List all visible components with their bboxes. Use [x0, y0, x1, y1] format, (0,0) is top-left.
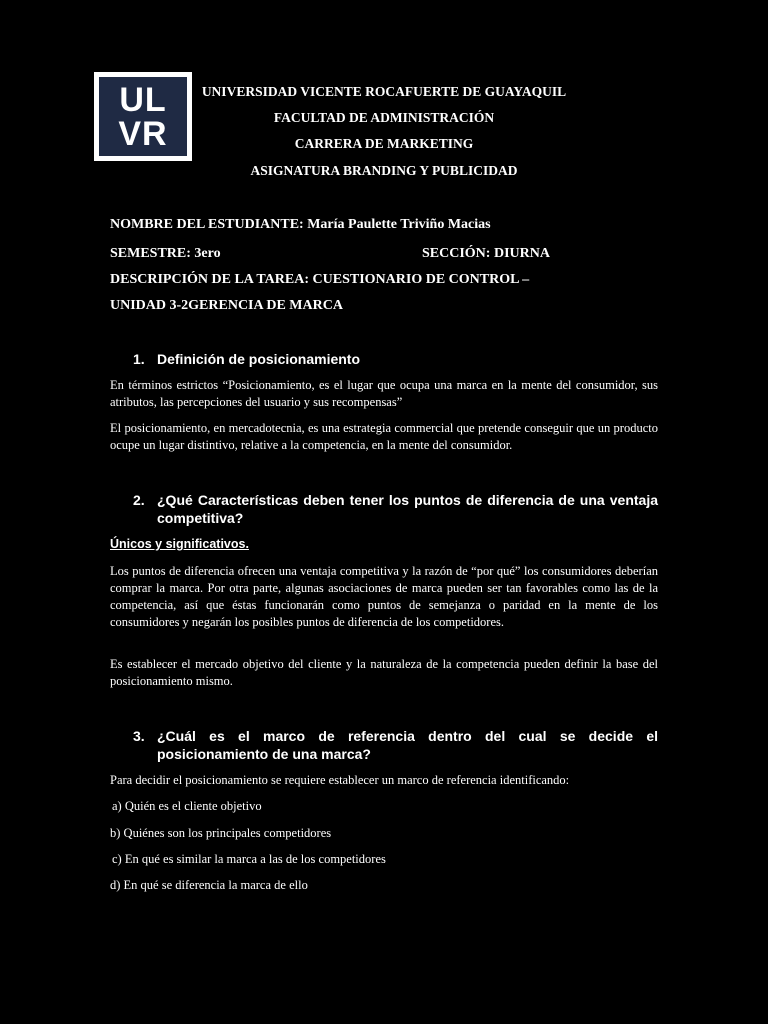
question-3-item-c: c) En qué es similar la marca a las de los competidores — [112, 852, 386, 866]
question-3-number: 3. — [133, 728, 145, 744]
logo-mark — [99, 77, 187, 156]
university-logo — [94, 72, 192, 161]
logo-line-2: VR — [118, 114, 168, 153]
question-2-heading — [133, 491, 658, 527]
section: SECCIÓN: DIURNA — [422, 246, 550, 261]
semester: SEMESTRE: 3ero — [110, 246, 221, 261]
question-2-subtitle: Únicos y significativos. — [110, 537, 249, 551]
logo-line-1: UL — [119, 80, 167, 119]
faculty-name: FACULTAD DE ADMINISTRACIÓN — [273, 110, 495, 125]
task-description: DESCRIPCIÓN DE LA TAREA: CUESTIONARIO DE CONTROL – — [110, 272, 530, 287]
question-1-heading — [133, 350, 658, 368]
question-3-item-b: b) Quiénes son los principales competidores — [110, 826, 332, 840]
question-3-intro: Para decidir el posicionamiento se requiere establecer un marco de referencia identificando: — [110, 773, 570, 787]
question-1-paragraph-2: El posicionamiento, en mercadotecnia, es una estrategia commercial que pretende conseguir que un producto ocupe un lugar distintivo, relative a la competencia, en la mente del consumidor. — [110, 421, 658, 452]
university-name: UNIVERSIDAD VICENTE ROCAFUERTE DE GUAYAQUIL — [201, 84, 567, 99]
question-1-number: 1. — [133, 351, 145, 367]
unit-title: UNIDAD 3-2GERENCIA DE MARCA — [110, 298, 343, 313]
question-1-title: Definición de posicionamiento — [157, 351, 361, 367]
question-3-item-a: a) Quién es el cliente objetivo — [112, 799, 262, 813]
question-2-title: ¿Qué Características deben tener los puntos de diferencia de una ventaja competitiva? — [157, 492, 658, 526]
student-name: NOMBRE DEL ESTUDIANTE: María Paulette Triviño Macias — [110, 217, 491, 232]
question-1-paragraph-1: En términos estrictos “Posicionamiento, es el lugar que ocupa una marca en la mente del consumidor, sus atributos, las percepciones del usuario y sus recompensas” — [110, 378, 658, 409]
question-3-title: ¿Cuál es el marco de referencia dentro del cual se decide el posicionamiento de una marca? — [157, 728, 658, 762]
question-2-paragraph-2: Es establecer el mercado objetivo del cliente y la naturaleza de la competencia pueden definir la base del posicionamiento mismo. — [110, 657, 658, 688]
question-2-number: 2. — [133, 492, 145, 508]
subject-name: ASIGNATURA BRANDING Y PUBLICIDAD — [250, 163, 518, 178]
career-name: CARRERA DE MARKETING — [294, 136, 474, 151]
question-3-heading — [133, 727, 658, 763]
question-2-paragraph-1: Los puntos de diferencia ofrecen una ventaja competitiva y la razón de “por qué” los consumidores deberían comprar la marca. Por otra parte, algunas asociaciones de marca pueden ser tan favorables como las de la competencia, así que éstas funcionarán como puntos de semejanza o paridad en la mente de los consumidores y negarán los posibles puntos de diferencia de los competidores. — [110, 564, 658, 629]
question-3-item-d: d) En qué se diferencia la marca de ello — [110, 878, 308, 892]
